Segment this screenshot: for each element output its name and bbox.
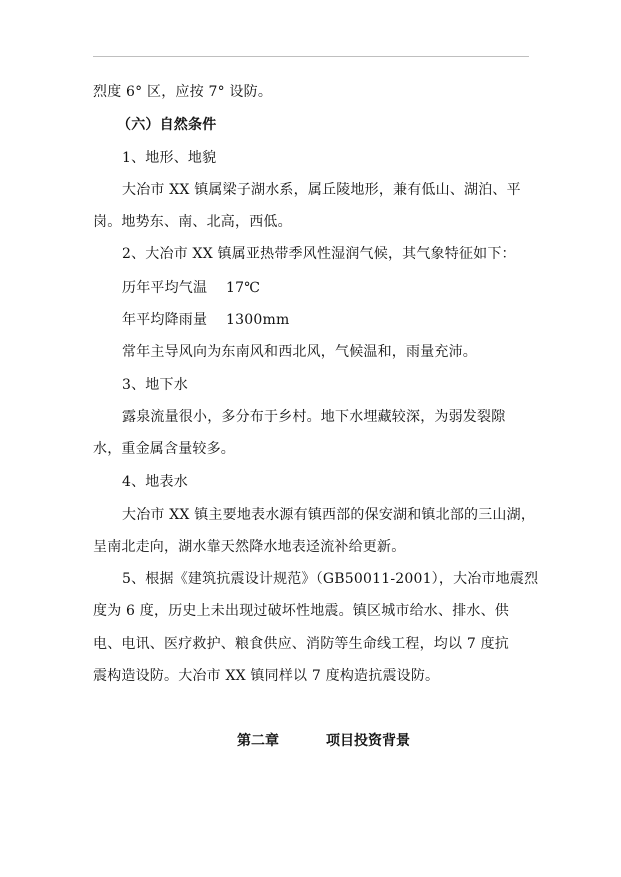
- text-line-seismic-2: 度为 6 度，历史上未出现过破坏性地震。镇区城市给水、排水、供: [93, 603, 510, 619]
- chapter-title: 项目投资背景: [326, 733, 410, 749]
- text-line-terrain-2: 岗。地势东、南、北高，西低。: [93, 214, 292, 230]
- section-heading-natural-conditions: （六）自然条件: [117, 117, 217, 133]
- text-line-wind: 常年主导风向为东南风和西北风，气候温和，雨量充沛。: [122, 344, 477, 360]
- text-line-climate: 2、大冶市 XX 镇属亚热带季风性湿润气候，其气象特征如下：: [122, 246, 516, 262]
- text-line-seismic-intro: 烈度 6° 区，应按 7° 设防。: [93, 84, 273, 100]
- page-header-rule: [93, 56, 529, 57]
- text-line-surface-water-2: 呈南北走向，湖水靠天然降水地表迳流补给更新。: [93, 539, 406, 555]
- text-line-seismic-4: 震构造设防。大冶市 XX 镇同样以 7 度构造抗震设防。: [93, 668, 440, 684]
- text-line-avg-rainfall: 年平均降雨量 1300mm: [122, 312, 290, 328]
- text-line-seismic-3: 电、电讯、医疗救护、粮食供应、消防等生命线工程，均以 7 度抗: [93, 636, 510, 652]
- text-line-avg-temperature: 历年平均气温 17℃: [122, 280, 261, 296]
- subheading-terrain: 1、地形、地貌: [122, 150, 217, 166]
- text-line-groundwater-2: 水，重金属含量较多。: [93, 441, 235, 457]
- text-line-surface-water-1: 大冶市 XX 镇主要地表水源有镇西部的保安湖和镇北部的三山湖，: [122, 507, 536, 523]
- text-line-groundwater-1: 露泉流量很小，多分布于乡村。地下水埋藏较深，为弱发裂隙: [122, 409, 506, 425]
- text-line-seismic-1: 5、根据《建筑抗震设计规范》（GB50011-2001），大冶市地震烈: [122, 571, 539, 587]
- chapter-number: 第二章: [237, 733, 279, 749]
- text-line-terrain-1: 大冶市 XX 镇属梁子湖水系，属丘陵地形，兼有低山、湖泊、平: [122, 182, 521, 198]
- subheading-surface-water: 4、地表水: [122, 474, 188, 490]
- subheading-groundwater: 3、地下水: [122, 377, 188, 393]
